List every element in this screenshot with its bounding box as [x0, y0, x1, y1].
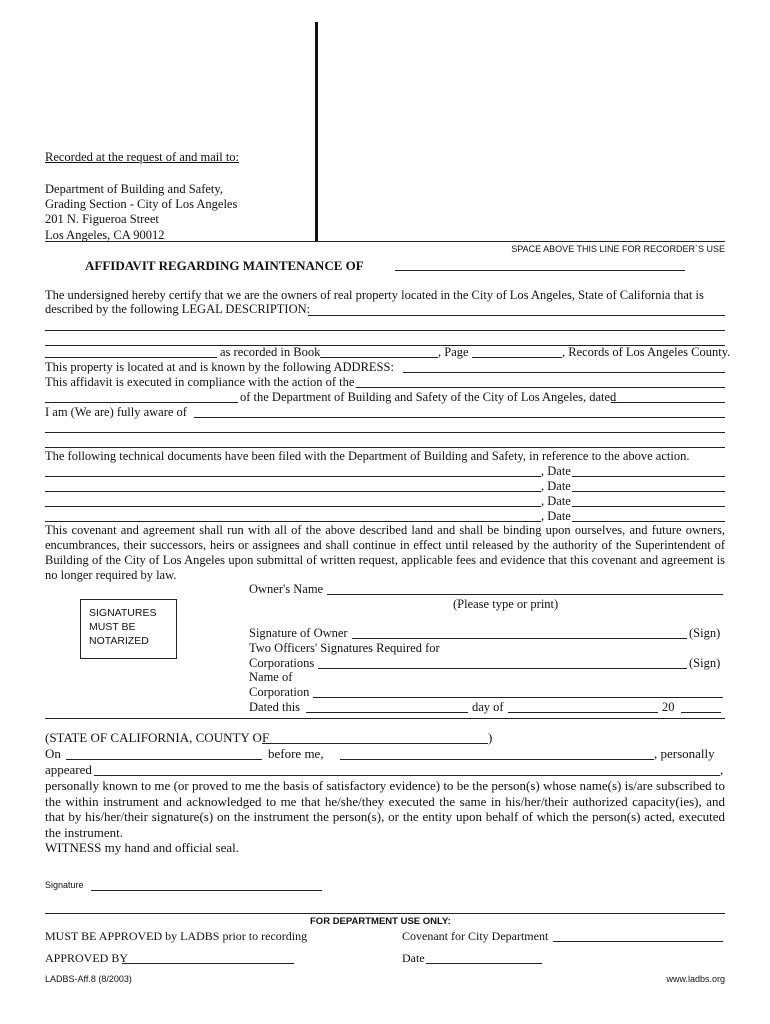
- owners-name-label: Owner's Name: [249, 582, 324, 596]
- sign-label: (Sign): [689, 626, 721, 640]
- name-of-label: Name of: [249, 670, 293, 684]
- page-title: AFFIDAVIT REGARDING MAINTENANCE OF: [85, 258, 364, 273]
- notarized-text: MUST BE: [89, 621, 136, 633]
- address-line: Grading Section - City of Los Angeles: [45, 197, 238, 211]
- website-link[interactable]: www.ladbs.org: [666, 974, 725, 984]
- state-county-label: (STATE OF CALIFORNIA, COUNTY OF: [45, 730, 270, 745]
- personally-label: , personally: [654, 746, 715, 761]
- notarized-text: SIGNATURES: [89, 607, 157, 619]
- recorder-line: [45, 241, 725, 242]
- dated-this-label: Dated this: [249, 700, 301, 714]
- corporation-name-field[interactable]: [313, 697, 723, 698]
- aware-of-field[interactable]: [45, 432, 725, 433]
- witness-text: WITNESS my hand and official seal.: [45, 840, 239, 855]
- document-field[interactable]: [45, 476, 541, 477]
- date-label: , Date: [541, 509, 571, 523]
- day-of-label: day of: [472, 700, 504, 714]
- corporations-label: Corporations: [249, 656, 315, 670]
- corporation-label: Corporation: [249, 685, 310, 699]
- signature-label: Signature: [45, 880, 84, 890]
- covenant-paragraph: This covenant and agreement shall run with all of the above described land and shall be binding upon ourselves, and future owners, encumbrances, their successors, heirs or assignees and shall continue in effect until released by the authority of the Superintendent of Building of the City of Los Angeles upon submittal of written request, applicable fees and evidence that this covenant and agreement is no longer required by law.: [45, 523, 725, 582]
- year-field[interactable]: [681, 712, 721, 713]
- department-use-heading: FOR DEPARTMENT USE ONLY:: [310, 916, 451, 927]
- document-date-field[interactable]: [572, 521, 725, 522]
- document-field[interactable]: [45, 491, 541, 492]
- as-recorded-label: as recorded in Book: [220, 345, 321, 359]
- action-field[interactable]: [356, 387, 725, 388]
- property-address-field[interactable]: [403, 372, 725, 373]
- owner-signature-field[interactable]: [352, 638, 687, 639]
- document-date-field[interactable]: [572, 506, 725, 507]
- approval-date-field[interactable]: [426, 963, 542, 964]
- county-field[interactable]: [262, 743, 488, 744]
- legal-description-field[interactable]: [308, 315, 725, 316]
- address-line: Department of Building and Safety,: [45, 182, 223, 196]
- footer-divider: [45, 913, 725, 914]
- document-date-field[interactable]: [572, 476, 725, 477]
- covenant-for-label: Covenant for City Department: [402, 929, 549, 943]
- certify-text: described by the following LEGAL DESCRIPTION:: [45, 302, 311, 316]
- notarized-text: NOTARIZED: [89, 635, 149, 647]
- recorder-space-note: SPACE ABOVE THIS LINE FOR RECORDER`S USE: [511, 244, 725, 254]
- aware-of-label: I am (We are) fully aware of: [45, 405, 187, 419]
- document-field[interactable]: [45, 521, 541, 522]
- document-date-field[interactable]: [572, 491, 725, 492]
- records-label: , Records of Los Angeles County.: [562, 345, 731, 359]
- section-divider: [45, 718, 725, 719]
- legal-description-field[interactable]: [45, 330, 725, 331]
- form-id: LADBS-Aff.8 (8/2003): [45, 974, 132, 984]
- action-date-field[interactable]: [611, 402, 725, 403]
- type-or-print-note: (Please type or print): [453, 597, 559, 611]
- year-prefix: 20: [662, 700, 675, 714]
- month-field[interactable]: [508, 712, 658, 713]
- certify-text: The undersigned hereby certify that we are the owners of real property located in the City of Los Angeles, State of California that is: [45, 288, 704, 302]
- notary-signature-field[interactable]: [91, 890, 322, 891]
- approved-by-label: APPROVED BY: [45, 951, 129, 965]
- two-officers-label: Two Officers' Signatures Required for: [249, 641, 440, 655]
- maintenance-of-field[interactable]: [395, 270, 685, 271]
- technical-docs-text: The following technical documents have been filed with the Department of Building and Safety, in reference to the above action.: [45, 449, 690, 463]
- address-label: This property is located at and is known by the following ADDRESS:: [45, 360, 394, 374]
- address-line: Los Angeles, CA 90012: [45, 228, 165, 242]
- notary-date-field[interactable]: [66, 759, 262, 760]
- close-paren: ): [488, 730, 493, 745]
- sign-label: (Sign): [689, 656, 721, 670]
- page-label: , Page: [438, 345, 469, 359]
- date-label: , Date: [541, 479, 571, 493]
- page-field[interactable]: [472, 357, 562, 358]
- comma: ,: [720, 762, 724, 777]
- signature-owner-label: Signature of Owner: [249, 626, 348, 640]
- aware-of-field[interactable]: [45, 447, 725, 448]
- appeared-label: appeared: [45, 762, 92, 777]
- day-field[interactable]: [306, 712, 468, 713]
- aware-of-field[interactable]: [194, 417, 725, 418]
- on-label: On: [45, 746, 61, 761]
- before-me-label: before me,: [268, 746, 324, 761]
- date-label: , Date: [541, 464, 571, 478]
- notary-paragraph: personally known to me (or proved to me the basis of satisfactory evidence) to be the person(s) whose name(s) is/are subscribed to the within instrument and acknowledged to me that he/she/they executed the same in his/her/their authorized capacity(ies), and that by his/her/their signature(s) on the instrument the person(s), or the entity upon behalf of which the person(s) acted, executed the instrument.: [45, 778, 725, 840]
- address-line: 201 N. Figueroa Street: [45, 212, 159, 226]
- notary-name-field[interactable]: [340, 759, 654, 760]
- notarized-box: [80, 599, 177, 659]
- action-field[interactable]: [45, 402, 238, 403]
- department-label: of the Department of Building and Safety of the City of Los Angeles, dated: [240, 390, 617, 404]
- date-label: Date: [402, 951, 425, 965]
- covenant-for-field[interactable]: [553, 941, 723, 942]
- recorded-label: Recorded at the request of and mail to:: [45, 150, 240, 164]
- approved-by-field[interactable]: [122, 963, 294, 964]
- date-label: , Date: [541, 494, 571, 508]
- book-field[interactable]: [320, 357, 438, 358]
- legal-description-field[interactable]: [45, 357, 217, 358]
- owners-name-field[interactable]: [327, 594, 723, 595]
- recorder-divider: [315, 22, 318, 242]
- appeared-field[interactable]: [94, 775, 720, 776]
- executed-label: This affidavit is executed in compliance with the action of the: [45, 375, 355, 389]
- approval-note: MUST BE APPROVED by LADBS prior to recording: [45, 929, 308, 943]
- document-field[interactable]: [45, 506, 541, 507]
- officer-signature-field[interactable]: [318, 668, 687, 669]
